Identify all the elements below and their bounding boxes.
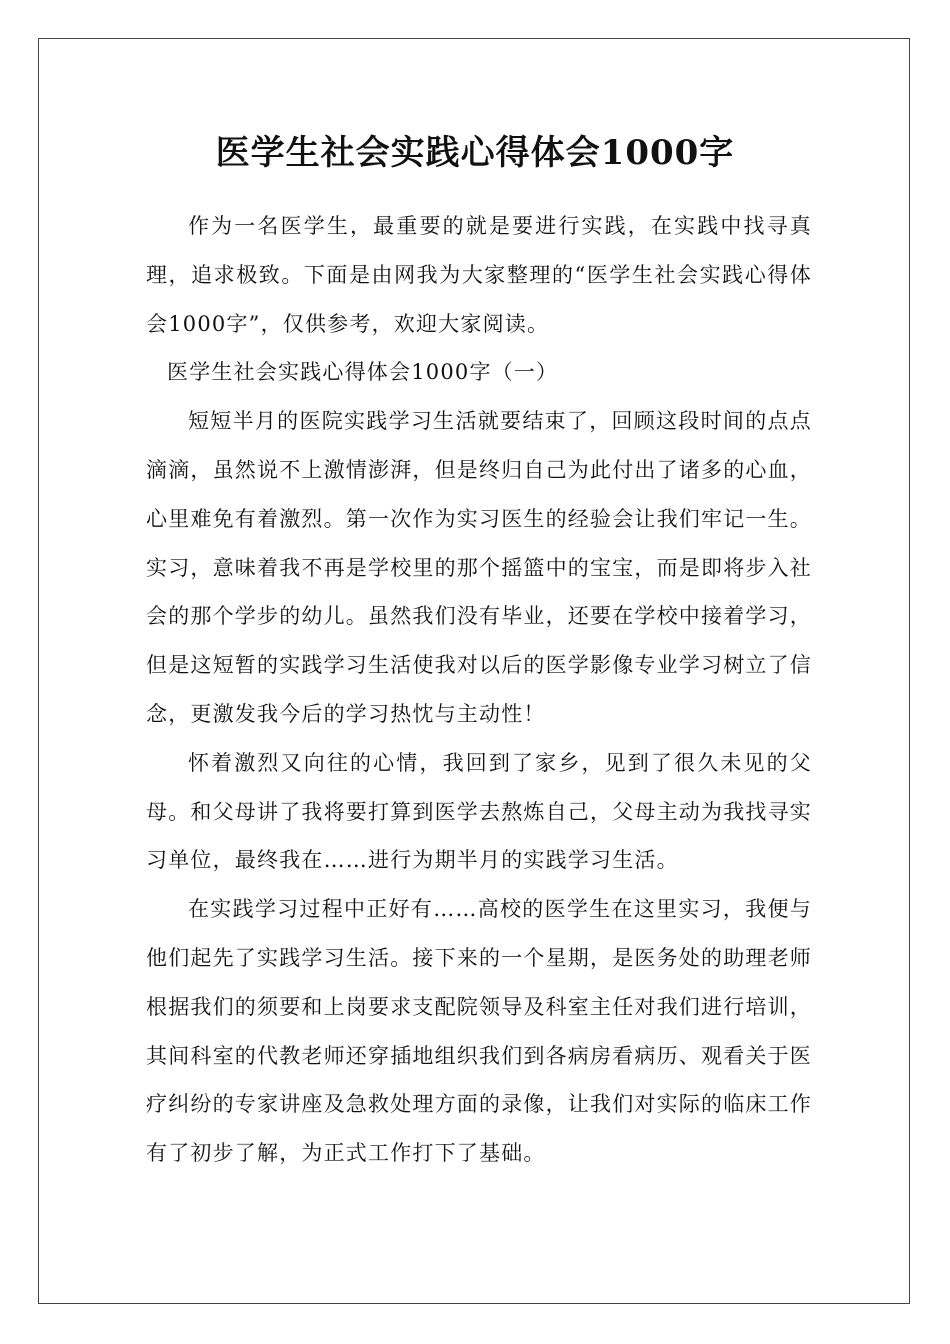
document-body [146,202,812,1178]
body-paragraph-3: 在实践学习过程中正好有……高校的医学生在这里实习，我便与他们起先了实践学习生活。接下来的一个星期，是医务处的助理老师根据我们的须要和上岗要求支配院领导及科室主任对我们进行培训，其间科室的代教老师还穿插地组织我们到各病房看病历、观看关于医疗纠纷的专家讲座及急救处理方面的录像，让我们对实际的临床工作有了初步了解，为正式工作打下了基础。 [146,897,812,1166]
body-paragraph-1: 短短半月的医院实践学习生活就要结束了，回顾这段时间的点点滴滴，虽然说不上激情澎湃，但是终归自己为此付出了诸多的心血，心里难免有着激烈。第一次作为实习医生的经验会让我们牢记一生。实习，意味着我不再是学校里的那个摇篮中的宝宝，而是即将步入社会的那个学步的幼儿。虽然我们没有毕业，还要在学校中接着学习，但是这短暂的实践学习生活使我对以后的医学影像专业学习树立了信念，更激发我今后的学习热忱与主动性！ [146,409,812,726]
section-heading: 医学生社会实践心得体会1000字（一） [167,360,559,385]
body-paragraph-2: 怀着激烈又向往的心情，我回到了家乡，见到了很久未见的父母。和父母讲了我将要打算到医学去熬炼自己，父母主动为我找寻实习单位，最终我在……进行为期半月的实践学习生活。 [146,750,812,873]
document-title: 医学生社会实践心得体会1000字 [215,133,735,173]
intro-paragraph: 作为一名医学生，最重要的就是要进行实践，在实践中找寻真理，追求极致。下面是由网我为大家整理的“医学生社会实践心得体会1000字”，仅供参考，欢迎大家阅读。 [146,214,812,336]
